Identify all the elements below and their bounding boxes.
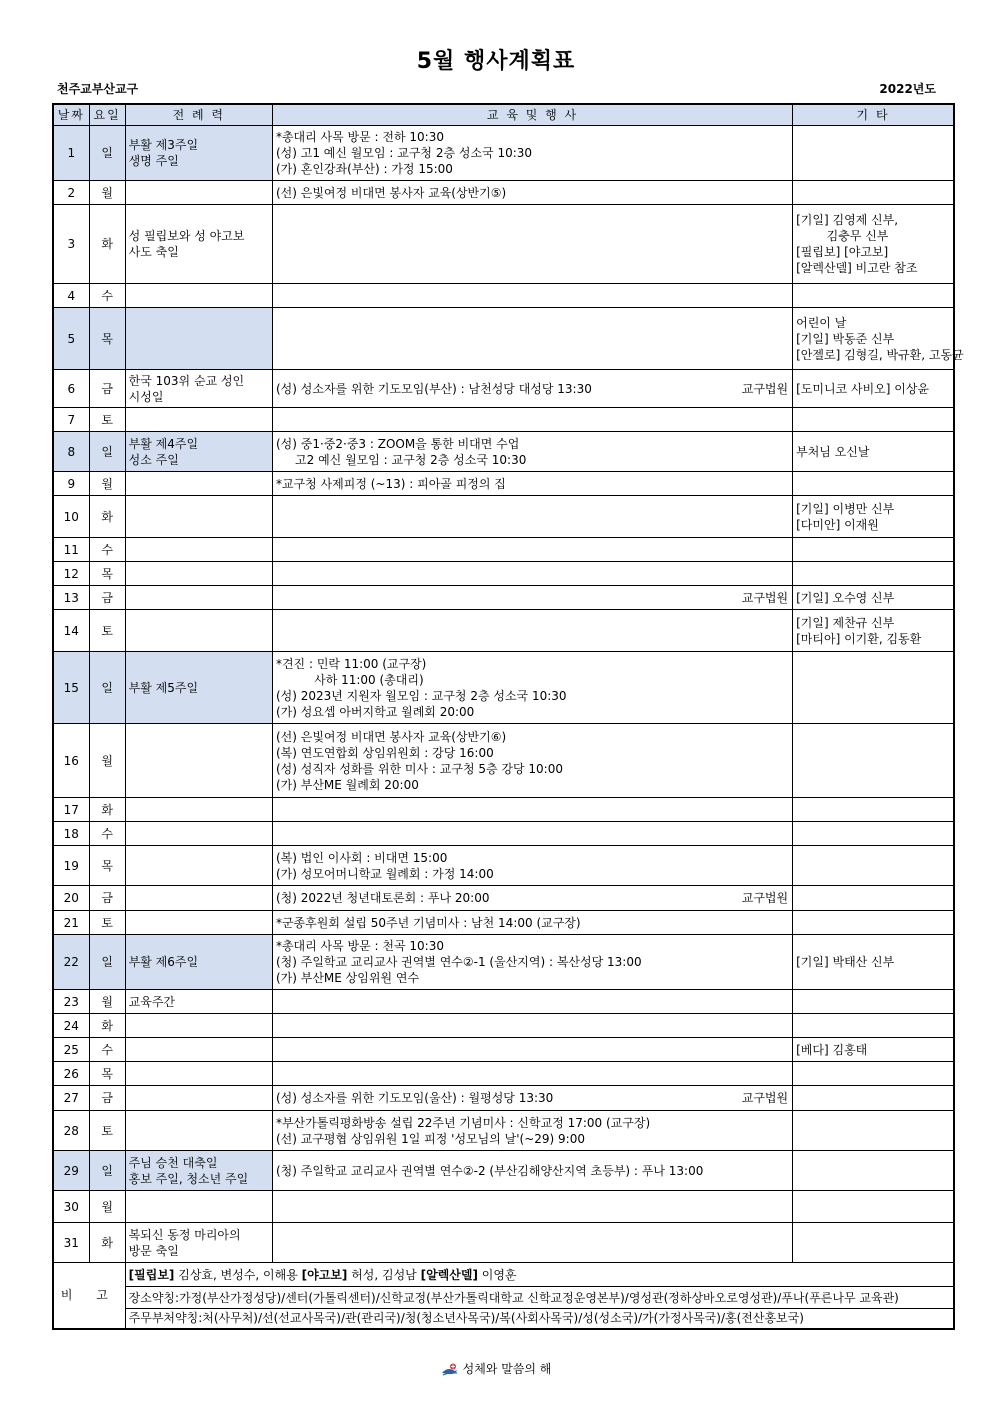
date-cell: 10: [53, 496, 89, 538]
date-cell: 25: [53, 1038, 89, 1062]
date-cell: 6: [53, 370, 89, 408]
schedule-row: [53, 1062, 954, 1086]
schedule-row: [53, 1191, 954, 1223]
date-cell: 5: [53, 308, 89, 370]
etc-cell: [793, 846, 954, 886]
weekday-cell: 화: [89, 1014, 125, 1038]
date-cell: 14: [53, 610, 89, 652]
liturgy-line: 사도 축일: [128, 245, 179, 259]
event-line: (청) 2022년 청년대토론회 : 푸나 20:00: [275, 891, 490, 905]
date-cell: 2: [53, 181, 89, 205]
date-cell: 4: [53, 284, 89, 308]
date-cell: 22: [53, 935, 89, 990]
weekday-cell: 금: [89, 586, 125, 610]
schedule-row: [53, 408, 954, 432]
events-cell: [272, 1014, 792, 1038]
liturgy-line: 교육주간: [128, 994, 176, 1009]
schedule-row: [53, 846, 954, 886]
events-cell: [272, 408, 792, 432]
liturgy-cell: [125, 562, 272, 586]
event-right-tag: 교구법원: [741, 1091, 789, 1105]
jubilee-logo-icon: [441, 1363, 459, 1377]
events-cell: [272, 990, 792, 1014]
event-line: *교구청 사제피정 (~13) : 피아골 피정의 집: [275, 476, 506, 491]
date-cell: 20: [53, 886, 89, 911]
liturgy-line: 주님 승천 대축일: [128, 1155, 218, 1170]
liturgy-cell: [125, 1014, 272, 1038]
events-cell: [272, 370, 792, 408]
liturgy-line: 성소 주일: [128, 452, 179, 467]
liturgy-line: 시성일: [128, 389, 164, 404]
schedule-row: [53, 432, 954, 472]
header-weekday: 요일: [89, 104, 125, 126]
etc-cell: [793, 1086, 954, 1111]
etc-line: [기일] 박태산 신부: [796, 955, 895, 969]
weekday-cell: 토: [89, 610, 125, 652]
weekday-cell: 금: [89, 370, 125, 408]
etc-cell: [793, 1151, 954, 1191]
etc-cell: [793, 724, 954, 798]
schedule-row: [53, 562, 954, 586]
header-events: 교 육 및 행 사: [272, 104, 792, 126]
date-cell: 26: [53, 1062, 89, 1086]
events-cell: [272, 610, 792, 652]
event-line: *총대리 사목 방문 : 전하 10:30: [275, 130, 444, 144]
liturgy-cell: [125, 1223, 272, 1263]
etc-line: [기일] 제찬규 신부: [796, 615, 895, 630]
schedule-row: [53, 610, 954, 652]
events-cell: [272, 822, 792, 846]
etc-cell: [793, 370, 954, 408]
liturgy-line: 부활 제3주일: [128, 138, 199, 152]
etc-cell: [793, 432, 954, 472]
etc-cell: [793, 822, 954, 846]
date-cell: 17: [53, 798, 89, 822]
date-cell: 8: [53, 432, 89, 472]
events-cell: [272, 1223, 792, 1263]
event-line: (가) 성모어머니학교 월례회 : 가정 14:00: [275, 866, 494, 881]
liturgy-cell: [125, 724, 272, 798]
weekday-cell: 월: [89, 472, 125, 496]
year-label: 2022년도: [879, 82, 936, 96]
weekday-cell: 수: [89, 822, 125, 846]
etc-line: [다미안] 이재원: [796, 517, 879, 532]
schedule-row: [53, 1038, 954, 1062]
schedule-row: [53, 472, 954, 496]
events-cell: [272, 724, 792, 798]
liturgy-cell: [125, 308, 272, 370]
date-cell: 30: [53, 1191, 89, 1223]
schedule-row: [53, 586, 954, 610]
schedule-row: [53, 724, 954, 798]
date-cell: 12: [53, 562, 89, 586]
event-right-tag: 교구법원: [741, 381, 789, 396]
liturgy-cell: [125, 886, 272, 911]
event-line: *견진 : 민락 11:00 (교구장): [275, 656, 427, 671]
events-cell: [272, 846, 792, 886]
etc-line: [기일] 이병만 신부: [796, 501, 895, 516]
event-line: (가) 혼인강좌(부산) : 가정 15:00: [275, 162, 453, 176]
events-cell: [272, 911, 792, 935]
event-line: (청) 주일학교 교리교사 권역별 연수②-1 (울산지역) : 복산성당 13:00: [275, 955, 642, 969]
etc-cell: [793, 610, 954, 652]
weekday-cell: 화: [89, 496, 125, 538]
weekday-cell: 수: [89, 284, 125, 308]
remarks-tag-james: [야고보]: [301, 1267, 348, 1282]
schedule-table: [52, 103, 964, 1330]
etc-cell: [793, 126, 954, 181]
etc-line: 김충무 신부: [796, 229, 889, 243]
events-cell: [272, 472, 792, 496]
weekday-cell: 금: [89, 886, 125, 911]
weekday-cell: 월: [89, 181, 125, 205]
weekday-cell: 월: [89, 990, 125, 1014]
events-cell: [272, 126, 792, 181]
events-cell: [272, 562, 792, 586]
event-line: (가) 성요셉 아버지학교 월례회 20:00: [275, 704, 475, 719]
etc-line: 부처님 오신날: [796, 444, 870, 459]
events-cell: [272, 432, 792, 472]
date-cell: 3: [53, 205, 89, 284]
liturgy-cell: [125, 370, 272, 408]
event-line: (성) 성소자를 위한 기도모임(울산) : 월평성당 13:30: [275, 1091, 554, 1105]
date-cell: 19: [53, 846, 89, 886]
event-line: *군종후원회 설립 50주년 기념미사 : 남천 14:00 (교구장): [275, 915, 581, 930]
weekday-cell: 금: [89, 1086, 125, 1111]
events-cell: [272, 1151, 792, 1191]
liturgy-cell: [125, 798, 272, 822]
schedule-row: [53, 886, 954, 911]
etc-cell: [793, 652, 954, 724]
schedule-row: [53, 911, 954, 935]
weekday-cell: 화: [89, 1223, 125, 1263]
liturgy-cell: [125, 911, 272, 935]
liturgy-line: 성 필립보와 성 야고보: [128, 229, 245, 243]
event-line: *부산가톨릭평화방송 설립 22주년 기념미사 : 신학교정 17:00 (교구장): [275, 1115, 651, 1130]
etc-line: [베다] 김홍태: [796, 1042, 868, 1057]
events-cell: [272, 205, 792, 284]
schedule-row: [53, 935, 954, 990]
events-cell: [272, 284, 792, 308]
etc-cell: [793, 1062, 954, 1086]
etc-line: [필립보] [야고보]: [796, 245, 889, 259]
etc-cell: [793, 1223, 954, 1263]
etc-cell: [793, 798, 954, 822]
event-line: (성) 성직자 성화를 위한 미사 : 교구청 5층 강당 10:00: [275, 761, 563, 776]
liturgy-cell: [125, 1151, 272, 1191]
events-cell: [272, 935, 792, 990]
events-cell: [272, 1038, 792, 1062]
etc-cell: [793, 284, 954, 308]
etc-cell: [793, 308, 964, 370]
liturgy-cell: [125, 181, 272, 205]
weekday-cell: 목: [89, 1062, 125, 1086]
weekday-cell: 일: [89, 1151, 125, 1191]
weekday-cell: 일: [89, 652, 125, 724]
liturgy-cell: [125, 935, 272, 990]
date-cell: 1: [53, 126, 89, 181]
date-cell: 7: [53, 408, 89, 432]
event-line: 사하 11:00 (총대리): [275, 672, 424, 687]
event-line: (가) 부산ME 월례회 20:00: [275, 777, 419, 792]
etc-cell: [793, 1038, 954, 1062]
remarks-tag-philip: [필립보]: [128, 1267, 175, 1282]
liturgy-line: 생명 주일: [128, 154, 179, 168]
events-cell: [272, 798, 792, 822]
liturgy-cell: [125, 205, 272, 284]
schedule-row: [53, 308, 954, 370]
remarks-line-places: 장소약칭:가정(부산가정성당)/센터(가톨릭센터)/신학교정(부산가톨릭대학교 신학교정운영본부)/영성관(정하상바오로영성관)/푸나(푸른나무 교육관): [125, 1287, 954, 1309]
weekday-cell: 토: [89, 408, 125, 432]
events-cell: [272, 1191, 792, 1223]
events-cell: [272, 886, 792, 911]
page-title: 5월 행사계획표: [416, 49, 576, 74]
event-right-tag: 교구법원: [741, 590, 789, 605]
remarks-line-departments: 주무부처약칭:처(사무처)/선(선교사목국)/관(관리국)/청(청소년사목국)/복(사회사목국)/성(성소국)/가(가정사목국)/홍(전산홍보국): [125, 1309, 954, 1329]
remarks-section: [53, 1263, 954, 1329]
etc-line: [기일] 박동준 신부: [796, 331, 895, 346]
organization-name: 천주교부산교구: [57, 82, 139, 96]
liturgy-line: 방문 축일: [128, 1243, 179, 1258]
etc-cell: [793, 562, 954, 586]
etc-cell: [793, 472, 954, 496]
events-cell: [272, 1062, 792, 1086]
etc-line: [기일] 김영제 신부,: [796, 213, 899, 227]
etc-cell: [793, 408, 954, 432]
liturgy-cell: [125, 990, 272, 1014]
weekday-cell: 화: [89, 798, 125, 822]
date-cell: 9: [53, 472, 89, 496]
date-cell: 27: [53, 1086, 89, 1111]
etc-cell: [793, 1111, 954, 1151]
event-line: (가) 부산ME 상임위원 연수: [275, 971, 420, 985]
event-line: (성) 중1·중2·중3 : ZOOM을 통한 비대면 수업: [275, 436, 520, 451]
weekday-cell: 화: [89, 205, 125, 284]
etc-cell: [793, 181, 954, 205]
events-cell: [272, 181, 792, 205]
date-cell: 16: [53, 724, 89, 798]
weekday-cell: 일: [89, 432, 125, 472]
etc-cell: [793, 911, 954, 935]
liturgy-cell: [125, 126, 272, 181]
event-line: *총대리 사목 방문 : 천곡 10:30: [275, 939, 444, 953]
date-cell: 24: [53, 1014, 89, 1038]
schedule-row: [53, 822, 954, 846]
etc-line: [안젤로] 김형길, 박규환, 고동균: [796, 347, 964, 362]
liturgy-cell: [125, 1062, 272, 1086]
event-line: (복) 법인 이사회 : 비대면 15:00: [275, 850, 448, 865]
date-cell: 31: [53, 1223, 89, 1263]
event-line: (성) 2023년 지원자 월모임 : 교구청 2층 성소국 10:30: [275, 688, 567, 703]
footer-text: 성체와 말씀의 해: [462, 1362, 552, 1376]
weekday-cell: 월: [89, 724, 125, 798]
liturgy-cell: [125, 586, 272, 610]
event-line: (선) 교구평협 상임위원 1일 피정 '성모님의 날'(~29) 9:00: [275, 1131, 585, 1146]
schedule-row: [53, 1014, 954, 1038]
weekday-cell: 월: [89, 1191, 125, 1223]
events-cell: [272, 586, 792, 610]
schedule-row: [53, 496, 954, 538]
etc-cell: [793, 538, 954, 562]
etc-cell: [793, 586, 954, 610]
etc-cell: [793, 1014, 954, 1038]
weekday-cell: 수: [89, 1038, 125, 1062]
event-line: (선) 은빛여정 비대면 봉사자 교육(상반기⑥): [275, 729, 507, 744]
date-cell: 28: [53, 1111, 89, 1151]
remarks-names-james: 허성, 김성남: [347, 1267, 421, 1282]
schedule-row: [53, 1151, 954, 1191]
event-line: 고2 예신 월모임 : 교구청 2층 성소국 10:30: [275, 452, 527, 467]
liturgy-cell: [125, 1191, 272, 1223]
liturgy-cell: [125, 822, 272, 846]
event-line: (선) 은빛여정 비대면 봉사자 교육(상반기⑤): [275, 185, 507, 200]
events-cell: [272, 1111, 792, 1151]
etc-cell: [793, 205, 954, 284]
date-cell: 13: [53, 586, 89, 610]
liturgy-line: 홍보 주일, 청소년 주일: [128, 1171, 249, 1186]
schedule-row: [53, 126, 954, 181]
date-cell: 23: [53, 990, 89, 1014]
schedule-row: [53, 1086, 954, 1111]
schedule-row: [53, 652, 954, 724]
schedule-body: [53, 126, 964, 1263]
remarks-names-philip: 김상효, 변성수, 이해용: [174, 1267, 302, 1282]
schedule-row: [53, 1111, 954, 1151]
schedule-row: [53, 990, 954, 1014]
remarks-tag-alexander: [알렉산델]: [420, 1267, 478, 1282]
weekday-cell: 일: [89, 935, 125, 990]
schedule-row: [53, 181, 954, 205]
events-cell: [272, 538, 792, 562]
schedule-row: [53, 205, 954, 284]
etc-line: [마티아] 이기환, 김동환: [796, 631, 922, 646]
remarks-names-alexander: 이영훈: [477, 1267, 517, 1282]
etc-line: 어린이 날: [796, 315, 847, 330]
schedule-row: [53, 538, 954, 562]
etc-cell: [793, 496, 954, 538]
weekday-cell: 토: [89, 911, 125, 935]
liturgy-cell: [125, 1086, 272, 1111]
liturgy-cell: [125, 284, 272, 308]
date-cell: 11: [53, 538, 89, 562]
etc-line: [도미니코 사비오] 이상윤: [796, 381, 930, 396]
event-line: (청) 주일학교 교리교사 권역별 연수②-2 (부산김해양산지역 초등부) : 푸나 13:00: [275, 1163, 704, 1178]
liturgy-cell: [125, 408, 272, 432]
schedule-row: [53, 370, 954, 408]
liturgy-line: 부활 제4주일: [128, 436, 199, 451]
etc-cell: [793, 990, 954, 1014]
events-cell: [272, 1086, 792, 1111]
schedule-row: [53, 798, 954, 822]
etc-cell: [793, 935, 954, 990]
liturgy-cell: [125, 1038, 272, 1062]
header-row: [53, 104, 954, 126]
etc-cell: [793, 886, 954, 911]
remarks-line-saints: [125, 1263, 954, 1287]
etc-cell: [793, 1191, 954, 1223]
header-date: 날짜: [53, 104, 89, 126]
liturgy-cell: [125, 846, 272, 886]
event-line: (성) 성소자를 위한 기도모임(부산) : 남천성당 대성당 13:30: [275, 381, 592, 396]
schedule-row: [53, 1223, 954, 1263]
date-cell: 29: [53, 1151, 89, 1191]
date-cell: 18: [53, 822, 89, 846]
weekday-cell: 수: [89, 538, 125, 562]
events-cell: [272, 496, 792, 538]
events-cell: [272, 308, 792, 370]
event-line: (복) 연도연합회 상임위원회 : 강당 16:00: [275, 745, 494, 760]
liturgy-line: 부활 제6주일: [128, 955, 199, 969]
liturgy-cell: [125, 538, 272, 562]
liturgy-line: 부활 제5주일: [128, 680, 199, 695]
weekday-cell: 일: [89, 126, 125, 181]
liturgy-cell: [125, 1111, 272, 1151]
etc-line: [기일] 오수영 신부: [796, 590, 895, 605]
events-cell: [272, 652, 792, 724]
liturgy-line: 한국 103위 순교 성인: [128, 373, 245, 388]
date-cell: 21: [53, 911, 89, 935]
etc-line: [알렉산델] 비고란 참조: [796, 261, 918, 275]
weekday-cell: 목: [89, 562, 125, 586]
liturgy-cell: [125, 432, 272, 472]
weekday-cell: 토: [89, 1111, 125, 1151]
weekday-cell: 목: [89, 846, 125, 886]
liturgy-cell: [125, 472, 272, 496]
event-line: (성) 고1 예신 월모임 : 교구청 2층 성소국 10:30: [275, 146, 533, 160]
header-etc: 기 타: [793, 104, 954, 126]
date-cell: 15: [53, 652, 89, 724]
weekday-cell: 목: [89, 308, 125, 370]
schedule-row: [53, 284, 954, 308]
event-right-tag: 교구법원: [741, 891, 789, 905]
remarks-label: 비 고: [53, 1263, 125, 1329]
footer: [0, 1360, 992, 1377]
header-liturgy: 전 례 력: [125, 104, 272, 126]
liturgy-cell: [125, 610, 272, 652]
liturgy-cell: [125, 652, 272, 724]
liturgy-line: 복되신 동정 마리아의: [128, 1227, 241, 1242]
liturgy-cell: [125, 496, 272, 538]
